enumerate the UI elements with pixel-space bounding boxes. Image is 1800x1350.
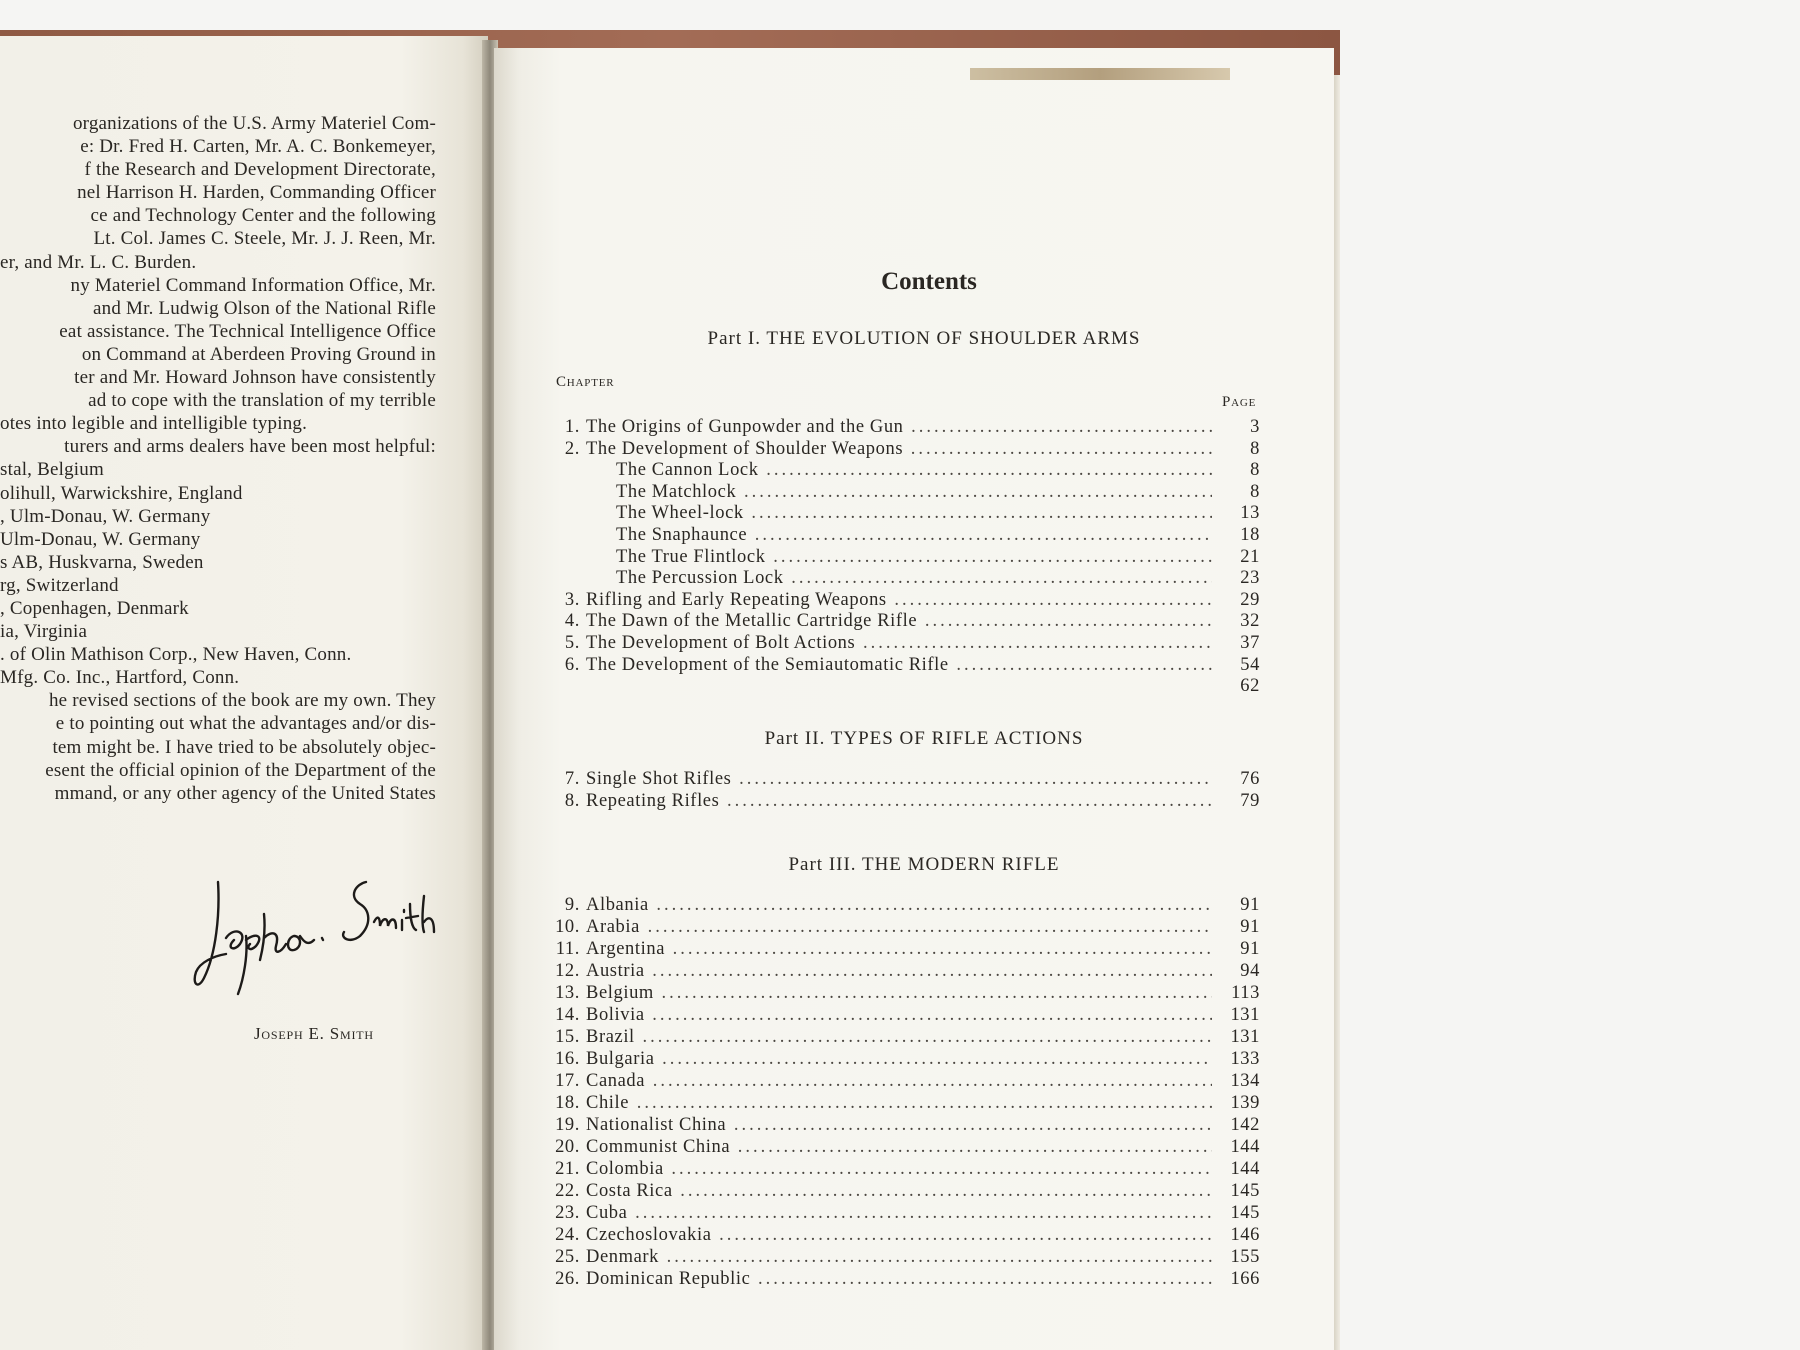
- top-page-edge: [970, 68, 1230, 80]
- page-number: 79: [1240, 791, 1260, 811]
- part-heading: Part I. THE EVOLUTION OF SHOULDER ARMS: [707, 328, 1141, 349]
- part-heading: Part II. TYPES OF RIFLE ACTIONS: [764, 728, 1084, 749]
- page-edge: [1334, 75, 1340, 1350]
- page-column-label: Page: [1222, 394, 1257, 410]
- chapter-title: [616, 546, 1212, 568]
- toc-entry: [494, 567, 1334, 589]
- left-text-line: s AB, Huskvarna, Sweden: [0, 551, 204, 573]
- chapter-title-text: Bolivia: [586, 1005, 645, 1025]
- left-page: [0, 36, 488, 1350]
- chapter-number: 14.: [555, 1005, 580, 1025]
- chapter-title: [586, 1268, 1212, 1290]
- chapter-title-text: Rifling and Early Repeating Weapons: [586, 589, 887, 610]
- left-text-line: esent the official opinion of the Department of the: [45, 759, 436, 781]
- left-text-line: otes into legible and intelligible typing.: [0, 413, 308, 435]
- page-number: 8: [1250, 460, 1260, 481]
- page-number: 13: [1240, 503, 1260, 524]
- toc-entry: [494, 1004, 1334, 1026]
- chapter-number: 10.: [555, 917, 580, 937]
- page-number: 54: [1240, 654, 1260, 675]
- toc-entry: [494, 481, 1334, 503]
- chapter-title-text: Arabia: [586, 917, 640, 937]
- chapter-title-text: The Matchlock: [616, 481, 737, 502]
- contents-title: Contents: [881, 268, 977, 295]
- toc-entry: [494, 1158, 1334, 1180]
- left-text-line: and Mr. Ludwig Olson of the National Rifle: [93, 297, 436, 319]
- toc-entry: [494, 768, 1334, 790]
- chapter-number: 17.: [555, 1071, 580, 1091]
- chapter-title: [586, 1070, 1212, 1092]
- left-text-line: ad to cope with the translation of my terrible: [88, 390, 436, 412]
- page-number: 139: [1230, 1093, 1260, 1113]
- signer-name: Joseph E. Smith: [254, 1024, 374, 1043]
- page-number: 32: [1240, 611, 1260, 632]
- chapter-title-text: Cuba: [586, 1203, 628, 1223]
- chapter-number: 25.: [555, 1247, 580, 1267]
- page-number: 144: [1230, 1159, 1260, 1179]
- left-text-line: on Command at Aberdeen Proving Ground in: [81, 343, 436, 365]
- chapter-title-text: Austria: [586, 961, 645, 981]
- chapter-title: [586, 438, 1212, 460]
- chapter-title: [586, 1004, 1212, 1026]
- toc-entry: [494, 654, 1334, 676]
- toc-entry: [494, 610, 1334, 632]
- left-text-line: nel Harrison H. Harden, Commanding Officer: [77, 182, 436, 204]
- chapter-number: 6.: [564, 654, 580, 675]
- chapter-title-text: Dominican Republic: [586, 1269, 751, 1289]
- page-number: 3: [1250, 417, 1260, 437]
- page-number: 113: [1231, 983, 1260, 1003]
- left-text-line: ter and Mr. Howard Johnson have consistently: [74, 367, 436, 389]
- chapter-title-text: Bulgaria: [586, 1049, 655, 1069]
- page-number: 133: [1230, 1049, 1260, 1069]
- left-text-line: Mfg. Co. Inc., Hartford, Conn.: [0, 667, 240, 689]
- chapter-title-text: Chile: [586, 1093, 630, 1113]
- left-text-line: tem might be. I have tried to be absolutely objec-: [52, 736, 436, 758]
- chapter-number: 15.: [555, 1027, 580, 1047]
- chapter-title: [616, 502, 1212, 524]
- chapter-title: [586, 938, 1212, 960]
- left-text-line: er, and Mr. L. C. Burden.: [0, 251, 197, 273]
- chapter-title-text: The Dawn of the Metallic Cartridge Rifle: [586, 611, 918, 632]
- left-text-line: , Copenhagen, Denmark: [0, 597, 189, 619]
- chapter-title: [586, 1202, 1212, 1224]
- toc-entry: [494, 675, 1334, 697]
- page-number: 8: [1250, 438, 1260, 459]
- toc-entry: [494, 502, 1334, 524]
- chapter-title-text: The Percussion Lock: [616, 568, 784, 589]
- chapter-column-label: Chapter: [556, 374, 615, 390]
- toc-entry: [494, 1070, 1334, 1092]
- toc-entry: [494, 1202, 1334, 1224]
- chapter-title: [616, 481, 1212, 503]
- chapter-title: [586, 1026, 1212, 1048]
- chapter-title: [586, 632, 1212, 654]
- left-text-line: e: Dr. Fred H. Carten, Mr. A. C. Bonkemeyer,: [80, 136, 436, 158]
- toc-entry: [494, 982, 1334, 1004]
- left-text-line: ny Materiel Command Information Office, Mr.: [70, 274, 436, 296]
- table-of-contents: [494, 48, 1334, 1350]
- chapter-number: 3.: [564, 589, 580, 610]
- toc-entry: [494, 459, 1334, 481]
- page-number: 155: [1230, 1247, 1260, 1267]
- page-number: 62: [1240, 676, 1260, 697]
- page-number: 134: [1230, 1071, 1260, 1091]
- chapter-number: 7.: [564, 769, 580, 789]
- left-text-line: eat assistance. The Technical Intelligence Office: [59, 320, 436, 342]
- chapter-title: [586, 916, 1212, 938]
- left-text-line: ia, Virginia: [0, 621, 88, 643]
- chapter-number: 8.: [564, 791, 580, 811]
- left-text-line: stal, Belgium: [0, 459, 104, 481]
- chapter-title-text: Nationalist China: [586, 1115, 727, 1135]
- toc-entry: [494, 524, 1334, 546]
- left-text-line: f the Research and Development Directorate,: [84, 159, 436, 181]
- toc-entry: [494, 632, 1334, 654]
- chapter-title-text: Brazil: [586, 1027, 635, 1047]
- chapter-title: [586, 416, 1212, 438]
- chapter-number: 9.: [564, 895, 580, 915]
- left-text-line: he revised sections of the book are my own. They: [48, 690, 436, 712]
- page-number: 91: [1240, 895, 1260, 915]
- chapter-title: [586, 960, 1212, 982]
- toc-entry: [494, 1026, 1334, 1048]
- left-text-line: , Ulm-Donau, W. Germany: [0, 505, 211, 527]
- toc-entry: [494, 1180, 1334, 1202]
- chapter-title-text: The Origins of Gunpowder and the Gun: [586, 417, 904, 437]
- chapter-number: 21.: [555, 1159, 580, 1179]
- left-text-line: Lt. Col. James C. Steele, Mr. J. J. Reen, Mr.: [93, 228, 436, 250]
- left-text-line: turers and arms dealers have been most helpful:: [64, 436, 436, 458]
- part-heading: Part III. THE MODERN RIFLE: [788, 854, 1060, 875]
- chapter-title: [586, 589, 1212, 611]
- chapter-title: [616, 459, 1212, 481]
- chapter-number: 1.: [564, 417, 580, 437]
- page-number: 23: [1240, 568, 1260, 589]
- signature-image: [190, 874, 440, 1004]
- left-text-line: organizations of the U.S. Army Materiel Com-: [72, 113, 436, 134]
- page-number: 131: [1230, 1005, 1260, 1025]
- page-number: 76: [1240, 769, 1260, 789]
- chapter-title-text: Denmark: [586, 1247, 660, 1267]
- chapter-title-text: The Snaphaunce: [616, 525, 748, 545]
- page-number: 145: [1230, 1181, 1260, 1201]
- page-number: 166: [1230, 1269, 1260, 1289]
- chapter-number: 22.: [555, 1181, 580, 1201]
- chapter-number: 5.: [564, 633, 580, 653]
- chapter-title-text: Czechoslovakia: [586, 1225, 712, 1245]
- page-number: 37: [1240, 633, 1260, 653]
- left-text-line: . of Olin Mathison Corp., New Haven, Conn.: [0, 644, 352, 666]
- chapter-title-text: The Cannon Lock: [616, 460, 759, 481]
- toc-entry: [494, 916, 1334, 938]
- chapter-number: 26.: [555, 1269, 580, 1289]
- toc-entry: [494, 438, 1334, 460]
- chapter-title-text: The Development of Shoulder Weapons: [586, 438, 904, 459]
- chapter-title: [586, 610, 1212, 632]
- chapter-number: 4.: [564, 611, 580, 632]
- chapter-title: [616, 567, 1212, 589]
- toc-entry: [494, 1268, 1334, 1290]
- chapter-title: [586, 1136, 1212, 1158]
- chapter-number: 16.: [555, 1049, 580, 1069]
- toc-entry: [494, 1224, 1334, 1246]
- left-text-line: mmand, or any other agency of the United States: [54, 782, 436, 804]
- chapter-title-text: Belgium: [586, 983, 654, 1003]
- page-number: 8: [1250, 481, 1260, 502]
- toc-entry: [494, 1114, 1334, 1136]
- left-text-line: e to pointing out what the advantages and/or dis-: [55, 713, 436, 735]
- page-number: 145: [1230, 1203, 1260, 1223]
- chapter-title: [586, 1180, 1212, 1202]
- chapter-title: [586, 1158, 1212, 1180]
- page-number: 146: [1230, 1225, 1260, 1245]
- chapter-title: [586, 1224, 1212, 1246]
- page-number: 131: [1230, 1027, 1260, 1047]
- chapter-number: 11.: [555, 939, 580, 959]
- chapter-title-text: The Wheel-lock: [616, 503, 744, 524]
- chapter-title-text: The Development of Bolt Actions: [586, 633, 856, 653]
- chapter-title: [586, 1048, 1212, 1070]
- toc-entry: [494, 1048, 1334, 1070]
- chapter-title: [586, 654, 1212, 676]
- toc-entry: [494, 960, 1334, 982]
- chapter-title-text: Argentina: [586, 939, 666, 959]
- toc-entry: [494, 589, 1334, 611]
- page-number: 29: [1240, 589, 1260, 610]
- chapter-title: [586, 768, 1212, 790]
- page-number: 91: [1240, 939, 1260, 959]
- toc-entry: [494, 790, 1334, 812]
- chapter-number: 23.: [555, 1203, 580, 1223]
- toc-entry: [494, 1092, 1334, 1114]
- chapter-title: [586, 894, 1212, 916]
- chapter-title-text: Communist China: [586, 1137, 731, 1157]
- toc-entry: [494, 938, 1334, 960]
- chapter-number: 19.: [555, 1115, 580, 1135]
- chapter-number: 12.: [555, 961, 580, 981]
- page-number: 144: [1230, 1137, 1260, 1157]
- chapter-title-text: Single Shot Rifles: [586, 769, 732, 789]
- chapter-title: [586, 982, 1212, 1004]
- chapter-title: [586, 1246, 1212, 1268]
- toc-entry: [494, 1136, 1334, 1158]
- left-text-line: rg, Switzerland: [0, 574, 119, 596]
- chapter-title: [586, 1114, 1212, 1136]
- chapter-number: 2.: [564, 438, 580, 459]
- page-number: 142: [1230, 1115, 1260, 1135]
- chapter-number: 18.: [555, 1093, 580, 1113]
- page-number: 94: [1240, 961, 1260, 981]
- chapter-title-text: Albania: [586, 895, 649, 915]
- chapter-title-text: Repeating Rifles: [586, 791, 720, 811]
- acknowledgements-text: [0, 112, 436, 805]
- page-number: 18: [1240, 525, 1260, 545]
- chapter-title: [616, 524, 1212, 546]
- left-text-line: ce and Technology Center and the following: [90, 205, 436, 227]
- chapter-number: 24.: [555, 1225, 580, 1245]
- toc-entry: [494, 416, 1334, 438]
- chapter-title-text: The True Flintlock: [616, 546, 766, 567]
- chapter-title-text: The Development of the Semiautomatic Rifle: [586, 654, 949, 675]
- chapter-title: [586, 1092, 1212, 1114]
- chapter-number: 13.: [555, 983, 580, 1003]
- left-text-line: olihull, Warwickshire, England: [0, 482, 243, 504]
- chapter-title: [586, 790, 1212, 812]
- chapter-title-text: Costa Rica: [586, 1181, 673, 1201]
- chapter-title-text: Colombia: [586, 1159, 664, 1179]
- toc-entry: [494, 546, 1334, 568]
- page-number: 91: [1240, 917, 1260, 937]
- page-number: 21: [1240, 546, 1260, 567]
- chapter-title-text: Canada: [586, 1071, 646, 1091]
- toc-entry: [494, 894, 1334, 916]
- chapter-number: 20.: [555, 1137, 580, 1157]
- left-text-line: Ulm-Donau, W. Germany: [0, 528, 201, 550]
- right-page: [494, 48, 1334, 1350]
- toc-entry: [494, 1246, 1334, 1268]
